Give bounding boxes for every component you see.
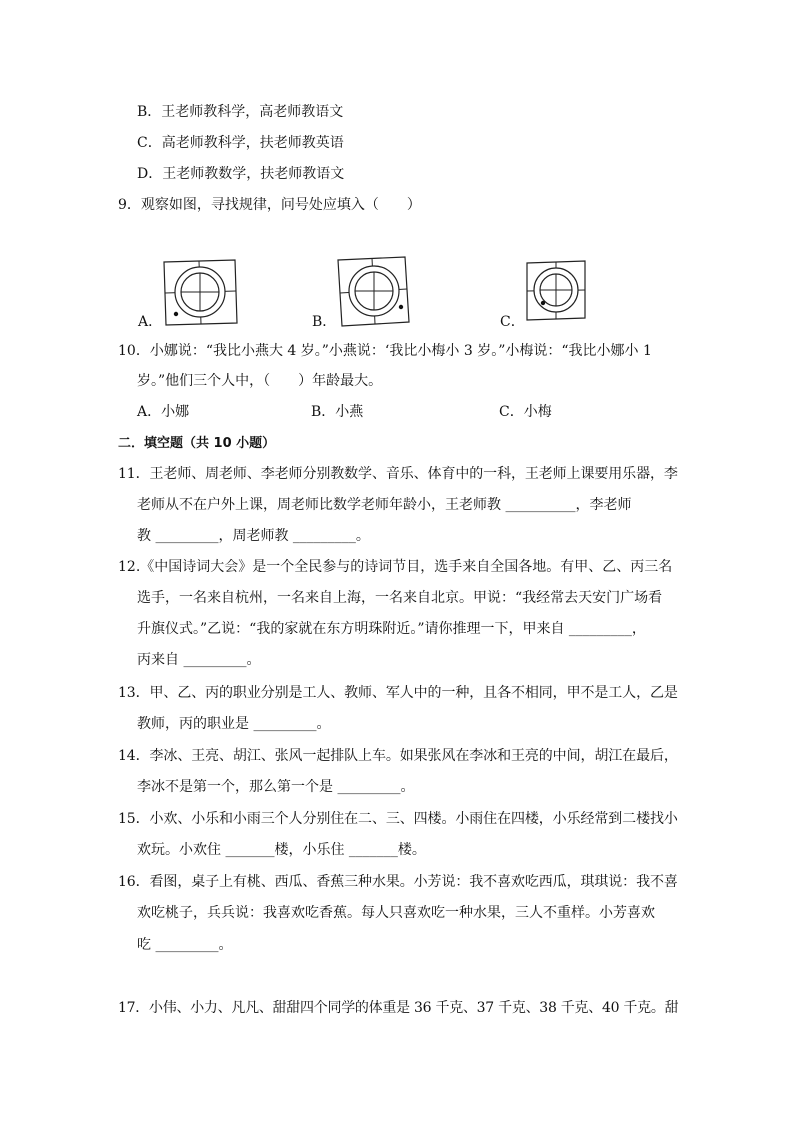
q8-option-d: D．王老师教数学，扶老师教语文: [137, 166, 345, 182]
q12-line-4: 丙来自 _________。: [137, 652, 261, 668]
q11-line-3: 教 _________，周老师教 _________。: [137, 528, 370, 544]
q14-line-1: 14．李冰、王亮、胡江、张风一起排队上车。如果张风在李冰和王亮的中间，胡江在最后，: [118, 748, 678, 764]
q9-figure-a: [162, 259, 240, 327]
q9-option-c: [500, 256, 610, 332]
q9-option-a: [138, 256, 248, 332]
q13-line-1: 13．甲、乙、丙的职业分别是工人、教师、军人中的一种，且各不相同，甲不是工人，乙是: [118, 685, 678, 701]
q10-option-b: B．小燕: [311, 404, 364, 420]
q17-line-1: 17．小伟、小力、凡凡、甜甜四个同学的体重是 36 千克、37 千克、38 千克、40 千克。甜: [118, 1000, 679, 1016]
q16-line-3: 吃 _________。: [137, 937, 233, 953]
section-heading: 二．填空题（共 10 小题）: [118, 436, 276, 451]
q10-option-c: C．小梅: [499, 404, 552, 420]
q12-line-2: 选手，一名来自杭州，一名来自上海，一名来自北京。甲说：“我经常去天安门广场看: [137, 590, 663, 606]
q8-option-c: C．高老师教科学，扶老师教英语: [137, 135, 344, 151]
q13-line-2: 教师，丙的职业是 _________。: [137, 716, 331, 732]
q9-figure-c: [524, 260, 588, 326]
q9-figure-b: [336, 256, 412, 330]
q11-line-2: 老师从不在户外上课，周老师比数学老师年龄小，王老师教 __________，李老师: [137, 497, 632, 513]
q14-line-2: 李冰不是第一个，那么第一个是 _________。: [137, 779, 415, 795]
q9-option-b: [312, 256, 422, 332]
q10-line-2: 岁。”他们三个人中，（ ）年龄最大。: [137, 373, 383, 389]
q11-line-1: 11．王老师、周老师、李老师分别教数学、音乐、体育中的一科，王老师上课要用乐器，李: [118, 466, 678, 482]
q10-option-a: A．小娜: [137, 404, 190, 420]
q15-line-2: 欢玩。小欢住 _______楼，小乐住 _______楼。: [137, 842, 426, 858]
q9-stem: 9．观察如图，寻找规律，问号处应填入（ ）: [118, 197, 421, 213]
q16-line-1: 16．看图，桌子上有桃、西瓜、香蕉三种水果。小芳说：我不喜欢吃西瓜，琪琪说：我不喜: [118, 874, 678, 890]
q9-option-c-label: C．: [500, 314, 525, 330]
q9-option-b-label: B．: [312, 314, 337, 330]
q10-line-1: 10．小娜说：“我比小燕大 4 岁。”小燕说：‘我比小梅小 3 岁。”小梅说：“我比小娜小 1: [118, 343, 652, 359]
q8-option-b: B．王老师教科学，高老师教语文: [137, 104, 344, 120]
q12-line-3: 升旗仪式。”乙说：“我的家就在东方明珠附近。”请你推理一下，甲来自 _________，: [137, 621, 646, 637]
q15-line-1: 15．小欢、小乐和小雨三个人分别住在二、三、四楼。小雨住在四楼，小乐经常到二楼找小: [118, 811, 678, 827]
q16-line-2: 欢吃桃子，兵兵说：我喜欢吃香蕉。每人只喜欢吃一种水果，三人不重样。小芳喜欢: [137, 905, 655, 921]
q9-option-a-label: A．: [138, 314, 163, 330]
q12-line-1: 12.《中国诗词大会》是一个全民参与的诗词节目，选手来自全国各地。有甲、乙、丙三名: [118, 559, 673, 575]
